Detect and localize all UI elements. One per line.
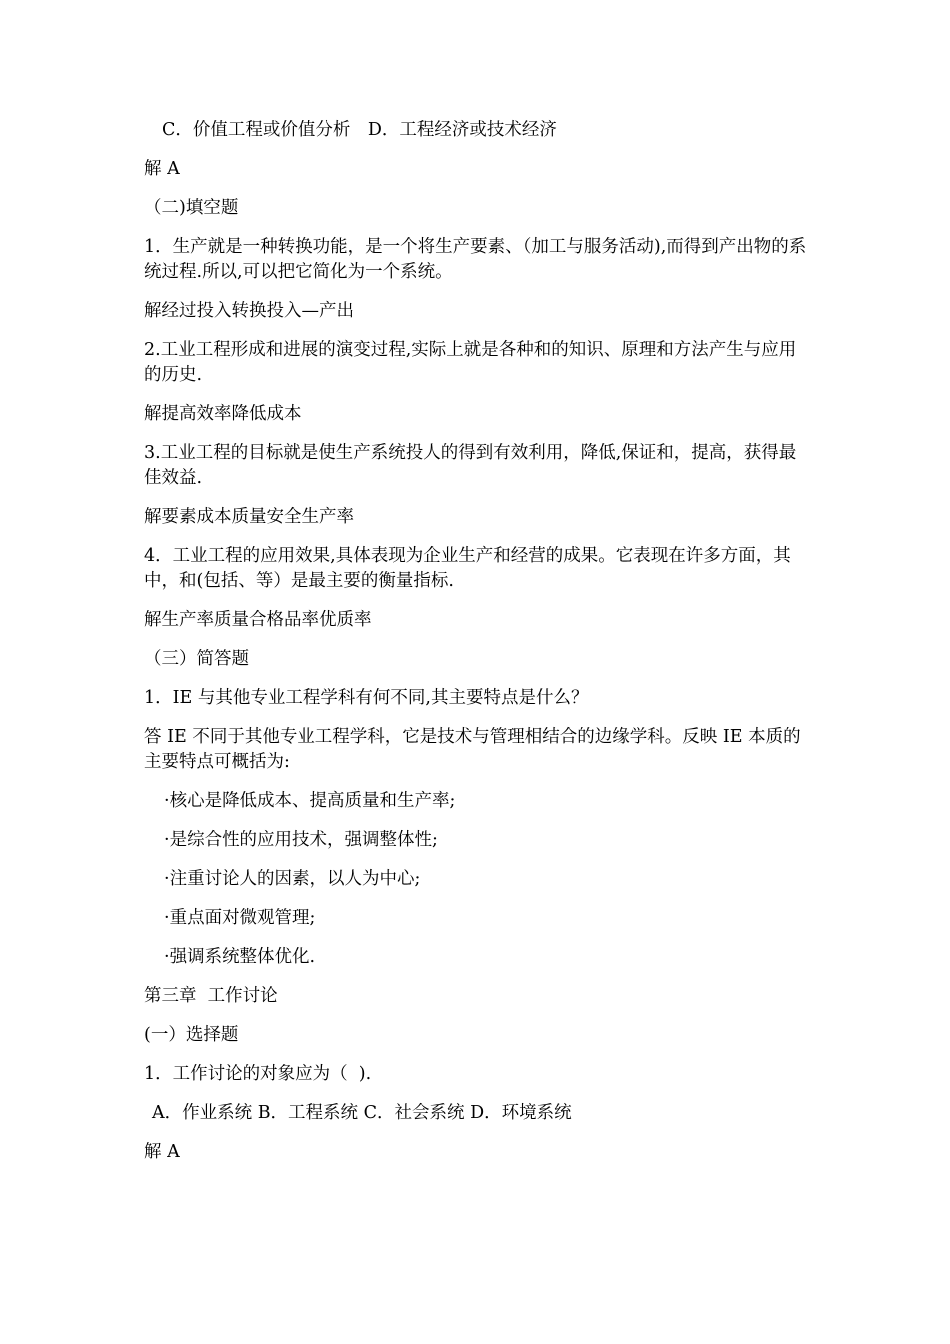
question-3: 3.工业工程的目标就是使生产系统投人的得到有效利用，降低,保证和，提高，获得最佳效益. — [144, 443, 797, 488]
short-answer-response: 答 IE 不同于其他专业工程学科，它是技术与管理相结合的边缘学科。反映 IE 本质的主要特点可概括为: — [144, 727, 801, 772]
chapter-heading: 第三章 工作讨论 — [144, 986, 278, 1006]
answer-line: 解 A — [144, 159, 180, 179]
question-1: 1．生产就是一种转换功能，是一个将生产要素、（加工与服务活动),而得到产出物的系统过程.所以,可以把它简化为一个系统。 — [144, 237, 807, 282]
section-heading-short-answer: （三）简答题 — [144, 649, 249, 669]
section-heading-fill-blank: （二)填空题 — [144, 198, 239, 218]
section-heading-multiple-choice: (一）选择题 — [144, 1025, 239, 1045]
answer-line: 解 A — [144, 1142, 180, 1162]
bullet-item: ·重点面对微观管理; — [164, 908, 316, 928]
option-line-c-d: C．价值工程或价值分析 D．工程经济或技术经济 — [162, 120, 557, 140]
bullet-item: ·注重讨论人的因素，以人为中心; — [164, 869, 421, 889]
question-2: 2.工业工程形成和进展的演变过程,实际上就是各种和的知识、原理和方法产生与应用的历史. — [144, 340, 797, 385]
answer-line: 解提高效率降低成本 — [144, 404, 302, 424]
answer-line: 解要素成本质量安全生产率 — [144, 507, 354, 527]
choice-question-1: 1．工作讨论的对象应为（ ). — [144, 1064, 372, 1084]
bullet-item: ·是综合性的应用技术，强调整体性; — [164, 830, 438, 850]
document-page — [144, 118, 812, 1179]
short-answer-question-1: 1．IE 与其他专业工程学科有何不同,其主要特点是什么？ — [144, 688, 589, 708]
choice-options: A．作业系统 B．工程系统 C．社会系统 D．环境系统 — [152, 1103, 572, 1123]
bullet-item: ·核心是降低成本、提高质量和生产率; — [164, 791, 456, 811]
answer-line: 解生产率质量合格品率优质率 — [144, 610, 372, 630]
answer-line: 解经过投入转换投入—产出 — [144, 301, 354, 321]
question-4: 4．工业工程的应用效果,具体表现为企业生产和经营的成果。它表现在许多方面，其中，和(包括、等）是最主要的衡量指标. — [144, 546, 791, 591]
bullet-item: ·强调系统整体优化. — [164, 947, 316, 967]
